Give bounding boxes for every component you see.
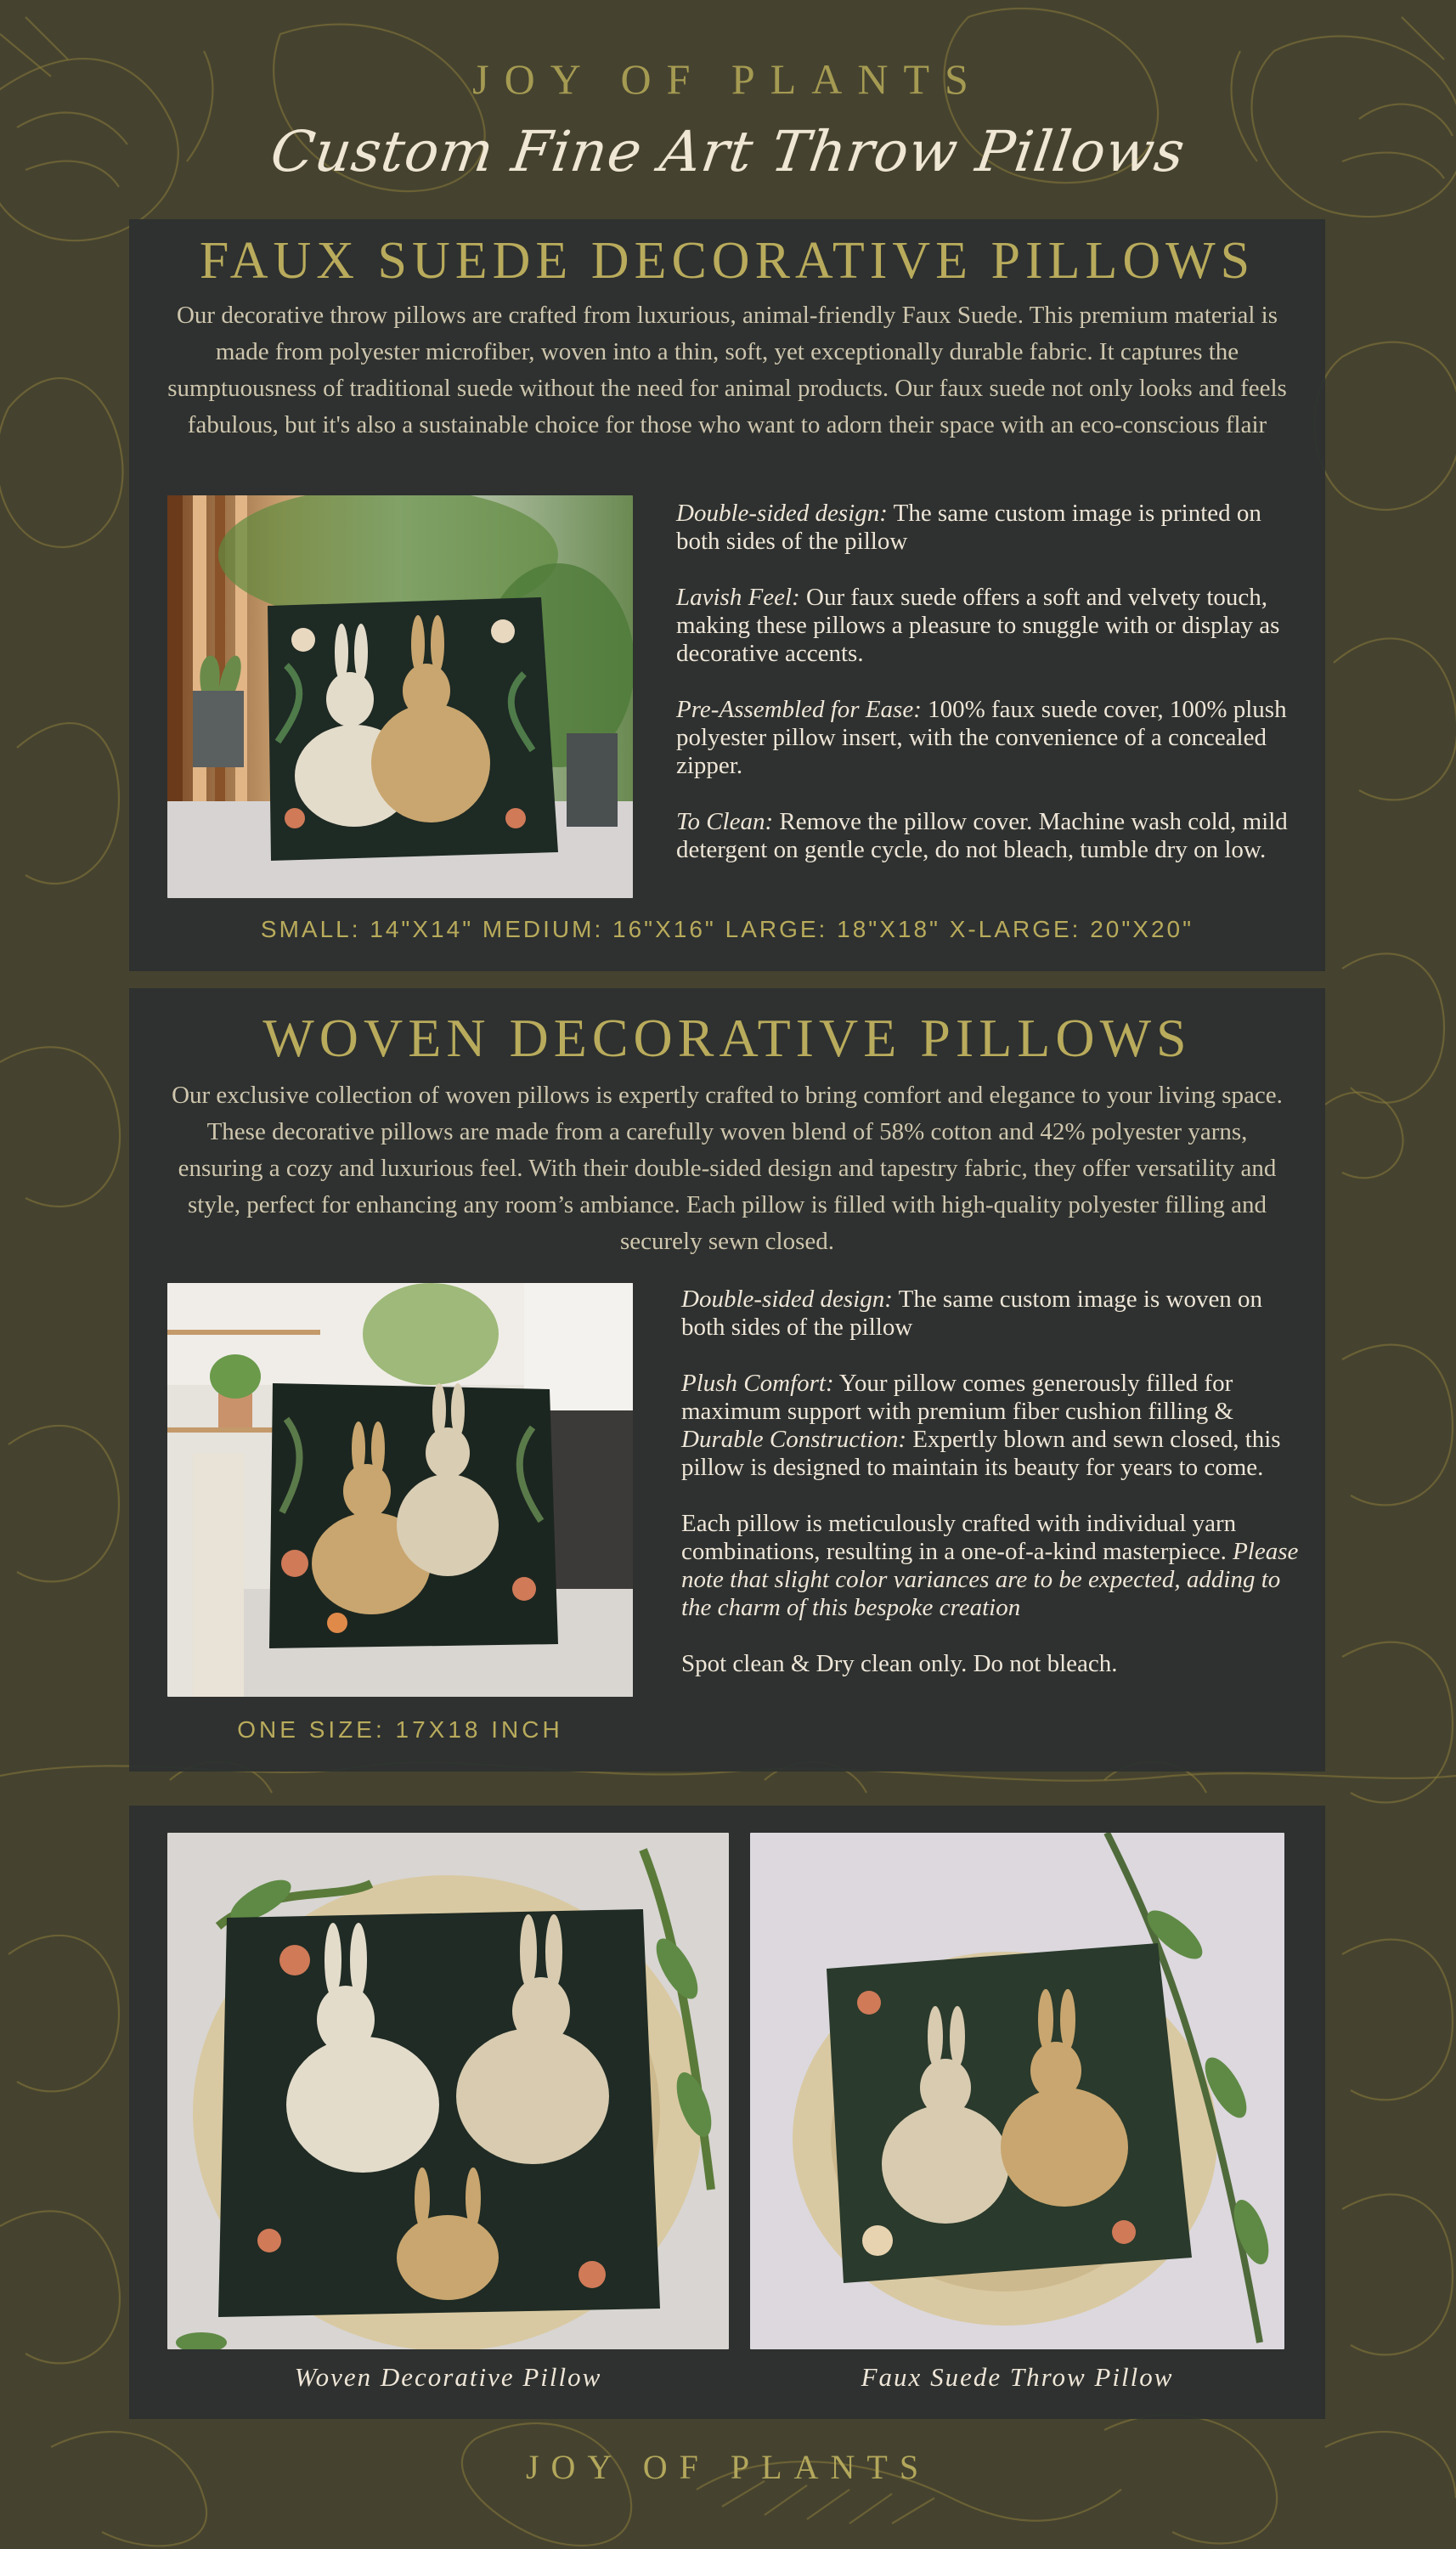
feature-label: Durable Construction: bbox=[681, 1426, 907, 1453]
feature-label: Lavish Feel: bbox=[676, 584, 800, 611]
feature-label: Double-sided design: bbox=[681, 1286, 893, 1313]
woven-features bbox=[681, 1286, 1310, 1706]
feature-note: Please note that slight color variances are to be expected, adding to the charm of this bespoke creation bbox=[681, 1538, 1299, 1621]
faux-suede-section bbox=[129, 219, 1325, 971]
feature-double-sided bbox=[681, 1286, 1310, 1342]
page-title: Custom Fine Art Throw Pillows bbox=[267, 119, 1189, 184]
faux-suede-sizes: SMALL: 14"X14" MEDIUM: 16"X16" LARGE: 18"X18" X-LARGE: 20"X20" bbox=[260, 916, 1194, 942]
product-photo-faux-suede-basket bbox=[750, 1833, 1284, 2349]
feature-care: Spot clean & Dry clean only. Do not bleach. bbox=[681, 1650, 1118, 1677]
woven-intro: Our exclusive collection of woven pillows is expertly crafted to bring comfort and elegance to your living space. These decorative pillows are made from a carefully woven blend of 58% cotton and 42% polyester yarns, ensuring a cozy and luxurious feel. With their double-sided design and tapestry fabric, they offer versatility and style, perfect for enhancing any room’s ambiance. Each pillow is filled with high-quality polyester filling and securely sewn closed. bbox=[172, 1082, 1283, 1255]
feature-crafted bbox=[681, 1510, 1310, 1622]
feature-lavish-feel bbox=[676, 584, 1288, 668]
feature-text: Each pillow is meticulously crafted with individual yarn combinations, resulting in a one-of-a-kind masterpiece. bbox=[681, 1510, 1237, 1565]
faux-suede-photo bbox=[167, 495, 633, 898]
gallery-photo-woven bbox=[167, 1833, 729, 2349]
brand-logo-bottom: JOY OF PLANTS bbox=[525, 2448, 931, 2486]
woven-section bbox=[129, 988, 1325, 1772]
feature-text: The same custom image is printed on both sides of the pillow bbox=[676, 500, 1261, 555]
feature-plush-comfort bbox=[681, 1370, 1310, 1482]
feature-pre-assembled bbox=[676, 696, 1288, 780]
feature-label: Plush Comfort: bbox=[681, 1370, 834, 1397]
woven-size: ONE SIZE: 17X18 INCH bbox=[237, 1716, 563, 1743]
feature-text: The same custom image is woven on both sides of the pillow bbox=[681, 1286, 1263, 1341]
feature-label: To Clean: bbox=[676, 808, 774, 835]
feature-text: Expertly blown and sewn closed, this pillow is designed to maintain its beauty for years to come. bbox=[681, 1426, 1281, 1481]
feature-label: Pre-Assembled for Ease: bbox=[676, 696, 922, 723]
feature-text: 100% faux suede cover, 100% plush polyester pillow insert, with the convenience of a concealed zipper. bbox=[676, 696, 1287, 779]
caption-woven-pillow: Woven Decorative Pillow bbox=[294, 2362, 602, 2392]
feature-label: Double-sided design: bbox=[676, 500, 888, 527]
feature-double-sided bbox=[676, 500, 1288, 556]
faux-suede-features bbox=[676, 500, 1288, 892]
woven-heading: WOVEN DECORATIVE PILLOWS bbox=[262, 1008, 1192, 1068]
feature-text: Your pillow comes generously filled for maximum support with premium fiber cushion filling & bbox=[681, 1370, 1234, 1425]
product-photo-rabbits-armchair bbox=[167, 1283, 633, 1697]
feature-text: Our faux suede offers a soft and velvety touch, making these pillows a pleasure to snuggle with or display as decorative accents. bbox=[676, 584, 1280, 667]
faux-suede-intro: Our decorative throw pillows are crafted from luxurious, animal-friendly Faux Suede. This premium material is made from polyester microfiber, woven into a thin, soft, yet exceptionally durable fabric. It captures the sumptuousness of traditional suede without the need for animal products. Our faux suede not only looks and feels fabulous, but it's also a sustainable choice for those who want to adorn their space with an eco-conscious flair bbox=[167, 302, 1287, 438]
brand-logo-top: JOY OF PLANTS bbox=[472, 55, 984, 103]
caption-faux-suede-pillow: Faux Suede Throw Pillow bbox=[861, 2362, 1174, 2392]
gallery-photo-faux-suede bbox=[750, 1833, 1284, 2349]
woven-photo bbox=[167, 1283, 633, 1697]
faux-suede-heading: FAUX SUEDE DECORATIVE PILLOWS bbox=[199, 232, 1256, 290]
gallery-section bbox=[129, 1806, 1325, 2419]
product-photo-rabbits-sofa bbox=[167, 495, 633, 898]
product-photo-woven-basket bbox=[167, 1833, 729, 2349]
feature-text: Remove the pillow cover. Machine wash cold, mild detergent on gentle cycle, do not bleach, tumble dry on low. bbox=[676, 808, 1288, 863]
feature-to-clean bbox=[676, 808, 1288, 864]
